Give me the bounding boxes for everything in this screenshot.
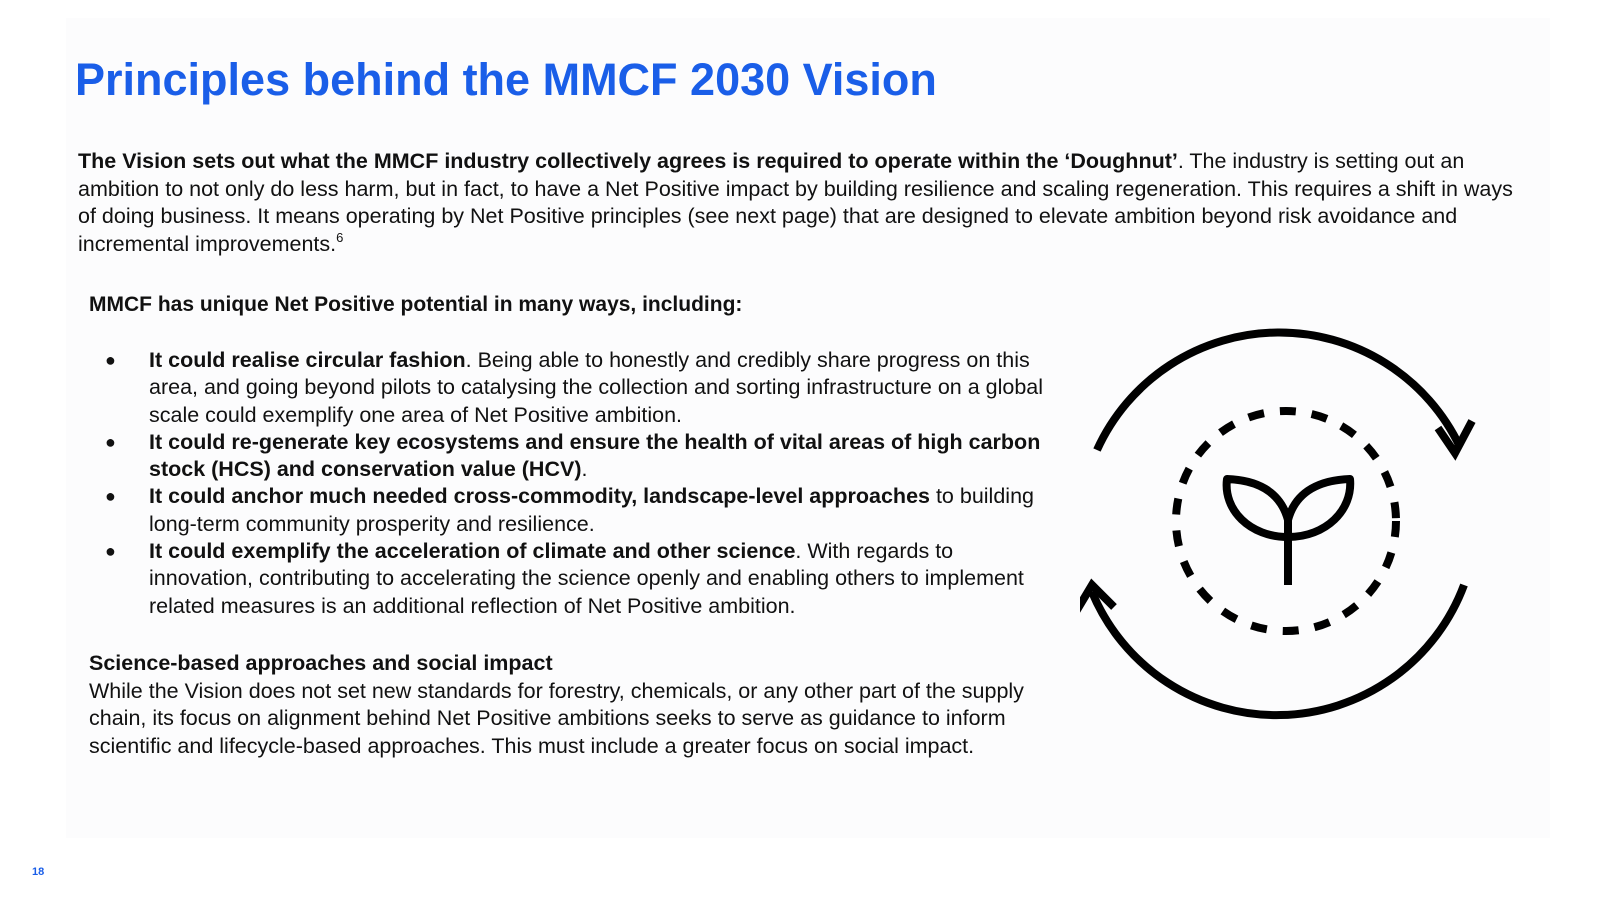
list-item-bold: It could exemplify the acceleration of climate and other science — [149, 539, 796, 564]
regeneration-cycle-sprout-icon — [1080, 315, 1500, 735]
bullet-icon: ● — [105, 486, 116, 507]
list-item — [89, 538, 1049, 620]
bullet-icon: ● — [105, 350, 116, 370]
science-paragraph: While the Vision does not set new standards for forestry, chemicals, or any other part of the supply chain, its focus on alignment behind Net Positive ambitions seeks to serve as guidance to inform scientific and lifecycle-based approaches. This must include a greater focus on social impact. — [89, 679, 1024, 758]
list-item — [89, 429, 1049, 484]
potential-heading: MMCF has unique Net Positive potential in many ways, including: — [89, 293, 743, 316]
intro-text: . The industry is setting out an ambition to not only do less harm, but in fact, to have a Net Positive impact by building resilience and scaling regeneration. This requires a shift in ways of doing business. It means operating by Net Positive principles (see next page) that are designed to elevate ambition beyond risk avoidance and incremental improvements. — [78, 149, 1513, 256]
intro-paragraph — [78, 148, 1518, 258]
science-heading: Science-based approaches and social impact — [89, 651, 553, 675]
bullet-icon: ● — [105, 541, 116, 562]
list-item-text: to building long-term community prosperity and resilience. — [149, 484, 1034, 536]
page-number: 18 — [32, 866, 45, 878]
intro-bold-text: The Vision sets out what the MMCF industry collectively agrees is required to operate within the ‘Doughnut’ — [78, 149, 1178, 173]
list-item-bold: It could realise circular fashion — [149, 348, 466, 372]
page-title: Principles behind the MMCF 2030 Vision — [75, 54, 937, 105]
list-item — [89, 483, 1049, 538]
list-item-text: . Being able to honestly and credibly share progress on this area, and going beyond pilots to catalysing the collection and sorting infrastructure on a global scale could exemplify one area of Net Positive ambition. — [149, 348, 1044, 427]
bullet-icon: ● — [105, 431, 116, 452]
list-item-text: . With regards to innovation, contributing to accelerating the science openly and enabling others to implement related measures is an additional reflection of Net Positive ambition. — [149, 539, 1024, 618]
list-item — [89, 347, 1049, 429]
list-item-text: . — [581, 457, 588, 482]
potential-list — [89, 347, 1049, 620]
list-item-bold: It could re-generate key ecosystems and ensure the health of vital areas of high carbon stock (HCS) and conservation value (HCV) — [149, 429, 1041, 482]
list-item-bold: It could anchor much needed cross-commodity, landscape-level approaches — [149, 484, 930, 509]
footnote-marker: 6 — [336, 229, 344, 245]
